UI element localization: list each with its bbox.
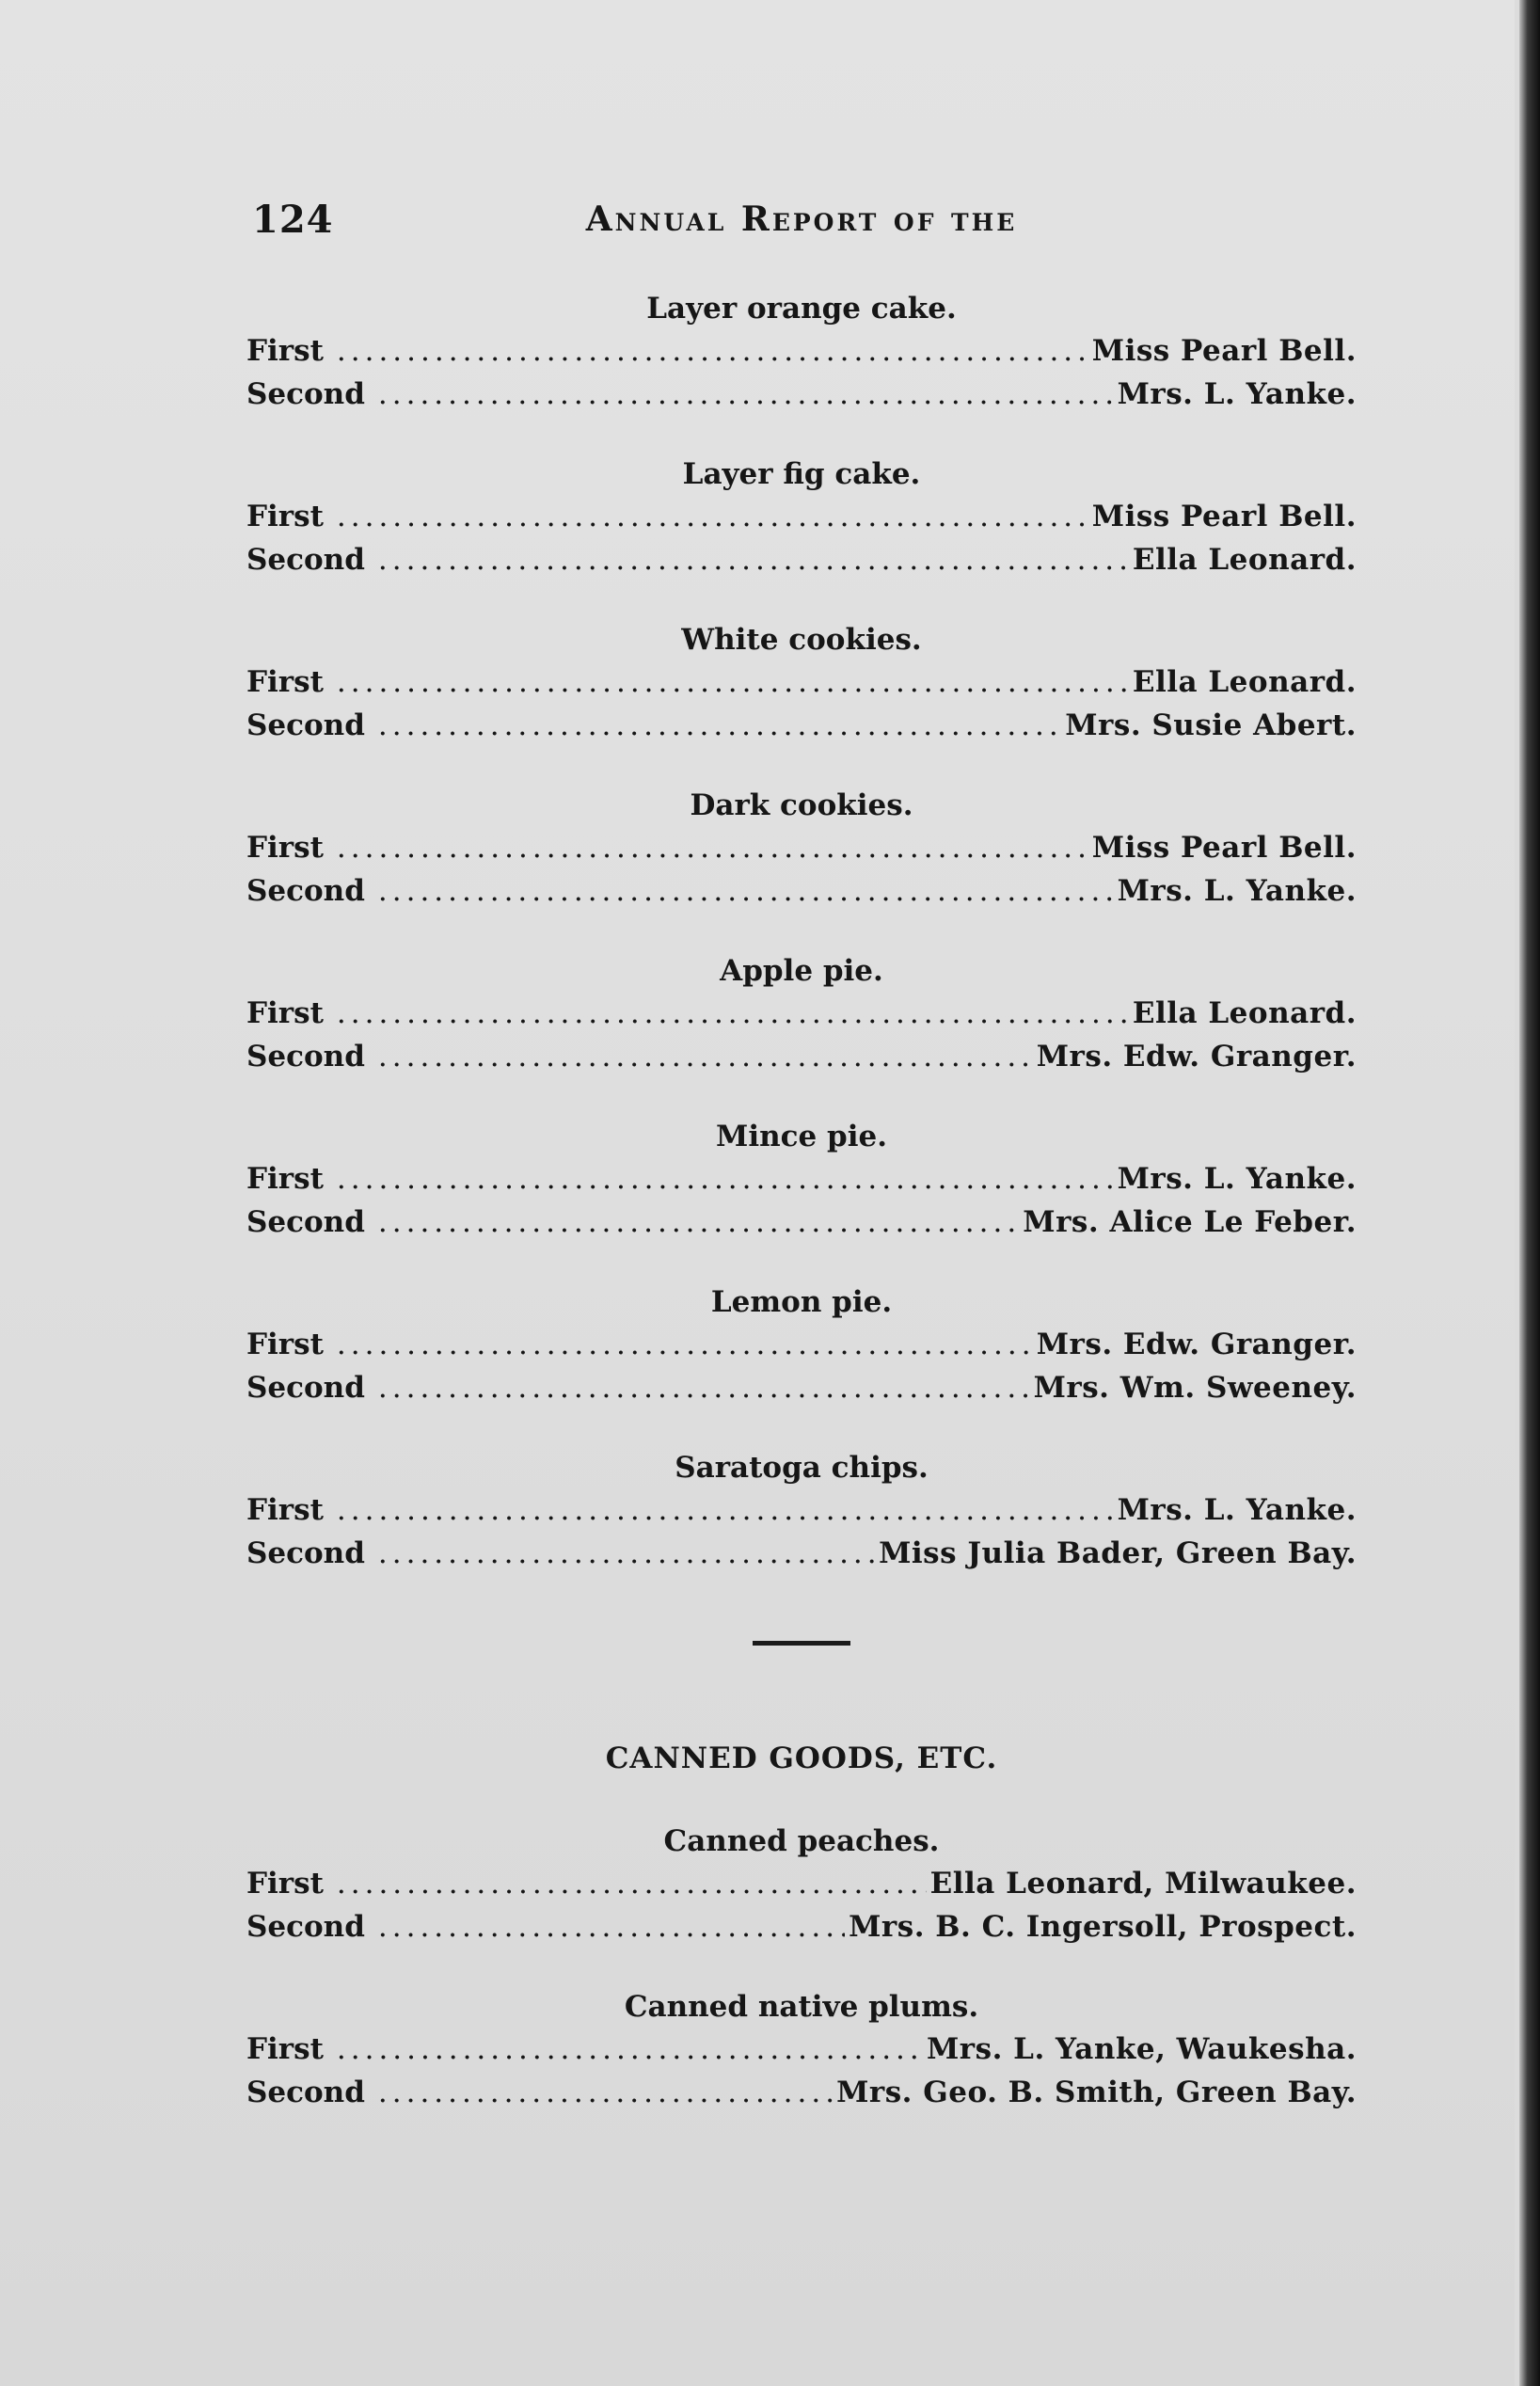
category-title: Lemon pie. (710, 1285, 893, 1319)
baked-goods-list (246, 288, 1357, 1575)
award-row (246, 2071, 1357, 2114)
award-row (246, 1201, 1357, 1244)
award-place: Second (246, 1040, 365, 1074)
award-winner: Mrs. Edw. Granger. (1036, 1328, 1357, 1361)
award-winner: Mrs. L. Yanke. (1117, 1162, 1357, 1196)
award-row (246, 992, 1357, 1035)
dot-leader (378, 1035, 1033, 1078)
award-place: First (246, 1493, 324, 1527)
award-winner: Mrs. Wm. Sweeney. (1033, 1371, 1357, 1405)
award-winner: Ella Leonard. (1132, 665, 1357, 699)
running-head (246, 198, 1357, 254)
award-row (246, 538, 1357, 581)
page-number: 124 (252, 198, 334, 242)
category-title: Layer orange cake. (646, 292, 957, 326)
award-place: First (246, 500, 324, 533)
award-row (246, 1323, 1357, 1366)
dot-leader (378, 1905, 845, 1949)
dot-leader (378, 1366, 1030, 1409)
award-section (246, 619, 1357, 747)
dot-leader (337, 660, 1129, 704)
dot-leader (337, 992, 1129, 1035)
award-section (246, 1116, 1357, 1244)
award-place: Second (246, 874, 365, 908)
dot-leader (378, 538, 1129, 581)
award-place: Second (246, 1536, 365, 1570)
award-place: First (246, 1867, 324, 1901)
dot-leader (337, 1862, 927, 1905)
category-title: Mince pie. (716, 1120, 887, 1153)
award-winner: Ella Leonard. (1132, 543, 1357, 577)
category-title: Canned peaches. (663, 1824, 940, 1858)
dot-leader (337, 495, 1088, 538)
award-place: First (246, 831, 324, 865)
award-place: First (246, 2032, 324, 2066)
dot-leader (378, 1532, 875, 1575)
dot-leader (337, 1488, 1114, 1532)
award-place: Second (246, 2076, 365, 2109)
category-title: Saratoga chips. (675, 1451, 929, 1485)
award-place: Second (246, 1371, 365, 1405)
scan-page-edge (1519, 0, 1540, 2386)
award-winner: Mrs. L. Yanke, Waukesha. (926, 2032, 1357, 2066)
award-place: First (246, 1162, 324, 1196)
award-winner: Ella Leonard. (1132, 996, 1357, 1030)
award-place: Second (246, 377, 365, 411)
award-row (246, 826, 1357, 869)
award-section (246, 453, 1357, 581)
award-section (246, 1986, 1357, 2114)
dot-leader (378, 704, 1061, 747)
award-winner: Miss Pearl Bell. (1091, 831, 1357, 865)
award-row (246, 660, 1357, 704)
award-section (246, 950, 1357, 1078)
award-row (246, 1157, 1357, 1201)
award-winner: Mrs. L. Yanke. (1117, 874, 1357, 908)
award-place: First (246, 996, 324, 1030)
award-place: Second (246, 1910, 365, 1944)
award-winner: Miss Pearl Bell. (1091, 500, 1357, 533)
award-place: Second (246, 708, 365, 742)
section-divider-rule (753, 1641, 850, 1646)
award-row (246, 1366, 1357, 1409)
award-winner: Miss Pearl Bell. (1091, 334, 1357, 368)
dot-leader (378, 2071, 833, 2114)
running-title: Annual Report of the (585, 199, 1018, 239)
award-section (246, 785, 1357, 913)
award-row (246, 1035, 1357, 1078)
award-winner: Mrs. L. Yanke. (1117, 1493, 1357, 1527)
award-row (246, 704, 1357, 747)
award-place: First (246, 665, 324, 699)
award-row (246, 1905, 1357, 1949)
category-title: Apple pie. (720, 954, 883, 988)
award-row (246, 869, 1357, 913)
award-section (246, 288, 1357, 416)
category-title: Layer fig cake. (682, 457, 921, 491)
canned-goods-list (246, 1821, 1357, 2114)
award-place: Second (246, 1205, 365, 1239)
award-winner: Mrs. Susie Abert. (1065, 708, 1357, 742)
award-winner: Mrs. L. Yanke. (1117, 377, 1357, 411)
award-winner: Mrs. Edw. Granger. (1036, 1040, 1357, 1074)
award-winner: Miss Julia Bader, Green Bay. (879, 1536, 1357, 1570)
award-winner: Mrs. Alice Le Feber. (1023, 1205, 1357, 1239)
award-place: Second (246, 543, 365, 577)
dot-leader (378, 1201, 1019, 1244)
award-row (246, 1532, 1357, 1575)
category-title: Canned native plums. (624, 1990, 979, 2024)
dot-leader (337, 329, 1088, 373)
dot-leader (378, 373, 1114, 416)
award-row (246, 495, 1357, 538)
category-title: White cookies. (681, 623, 922, 657)
dot-leader (337, 1157, 1114, 1201)
award-row (246, 373, 1357, 416)
page-content (246, 198, 1357, 2114)
award-row (246, 329, 1357, 373)
category-title: Dark cookies. (690, 788, 913, 822)
dot-leader (337, 826, 1088, 869)
award-section (246, 1821, 1357, 1949)
canned-goods-heading: CANNED GOODS, ETC. (605, 1742, 998, 1775)
award-winner: Mrs. B. C. Ingersoll, Prospect. (849, 1910, 1357, 1944)
award-place: First (246, 1328, 324, 1361)
dot-leader (378, 869, 1114, 913)
dot-leader (337, 1323, 1033, 1366)
award-winner: Ella Leonard, Milwaukee. (929, 1867, 1357, 1901)
award-row (246, 1862, 1357, 1905)
award-section (246, 1281, 1357, 1409)
award-section (246, 1447, 1357, 1575)
dot-leader (337, 2028, 923, 2071)
award-row (246, 2028, 1357, 2071)
award-winner: Mrs. Geo. B. Smith, Green Bay. (836, 2076, 1357, 2109)
award-row (246, 1488, 1357, 1532)
award-place: First (246, 334, 324, 368)
